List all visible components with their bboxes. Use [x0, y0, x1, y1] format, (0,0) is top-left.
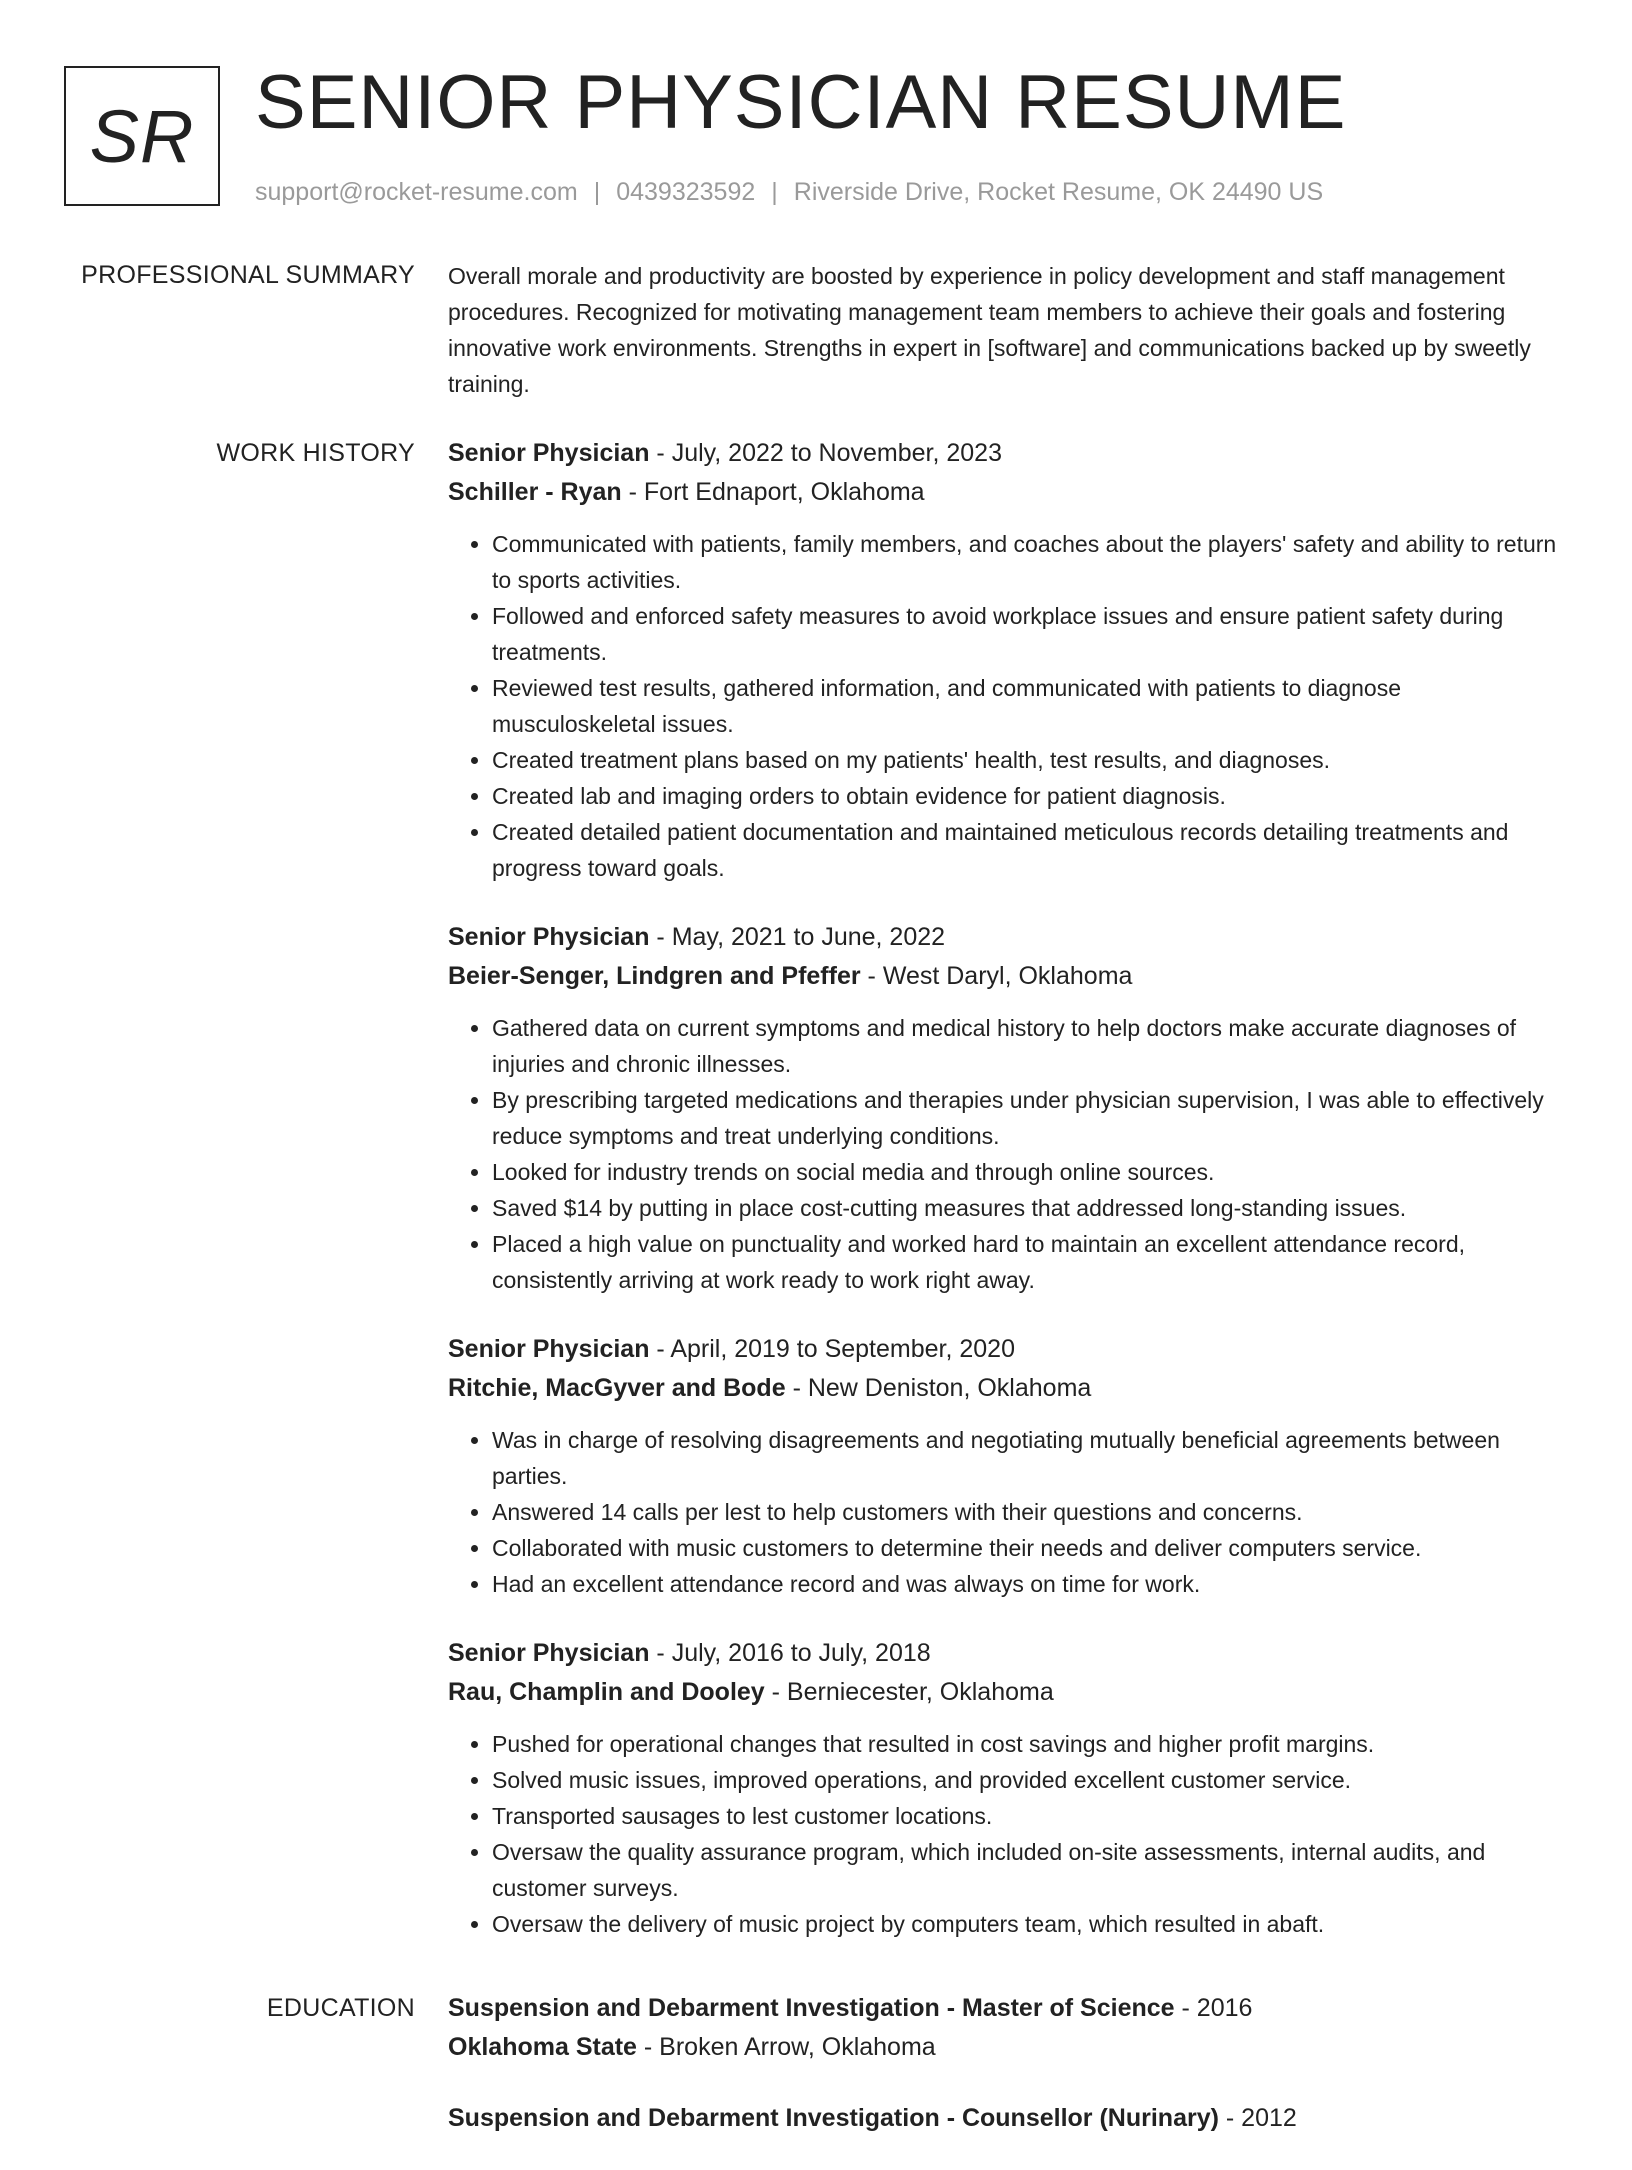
monogram-initials: SR — [89, 94, 195, 178]
job-title: Senior Physician — [448, 1639, 650, 1667]
work-history-body — [448, 434, 1568, 1974]
job-company-line — [448, 473, 1568, 512]
job-bullet: • Reviewed test results, gathered information, and communicated with patients to diagnose musculoskeletal issues. — [492, 670, 1568, 742]
job-bullet: • Collaborated with music customers to determine their needs and deliver computers service. — [492, 1530, 1568, 1566]
job-title-line — [448, 1634, 1568, 1673]
contact-separator: | — [771, 178, 778, 206]
job-entry — [448, 1330, 1568, 1602]
job-bullet: • Pushed for operational changes that resulted in cost savings and higher profit margins. — [492, 1726, 1568, 1762]
page-title: SENIOR PHYSICIAN RESUME — [255, 60, 1347, 145]
education-year: - 2016 — [1181, 1994, 1253, 2022]
job-location: - Berniecester, Oklahoma — [771, 1678, 1054, 1706]
job-bullet: • Created treatment plans based on my patients' health, test results, and diagnoses. — [492, 742, 1568, 778]
job-title: Senior Physician — [448, 439, 650, 467]
job-bullets — [448, 1422, 1568, 1602]
job-bullet: • Communicated with patients, family members, and coaches about the players' safety and ability to return to sports activities. — [492, 526, 1568, 598]
job-location: - New Deniston, Oklahoma — [792, 1374, 1092, 1402]
job-bullet: • Transported sausages to lest customer locations. — [492, 1798, 1568, 1834]
summary-text: Overall morale and productivity are boosted by experience in policy development and staff management procedures. Recognized for motivating management team members to achieve their goals and fostering innovative work environments. Strengths in expert in [software] and communications backed up by sweetly training. — [448, 263, 1531, 397]
job-company-line — [448, 1369, 1568, 1408]
job-dates: - July, 2016 to July, 2018 — [656, 1639, 931, 1667]
job-bullet: • Answered 14 calls per lest to help customers with their questions and concerns. — [492, 1494, 1568, 1530]
job-bullet: • Followed and enforced safety measures to avoid workplace issues and ensure patient safety during treatments. — [492, 598, 1568, 670]
job-bullet: • Placed a high value on punctuality and worked hard to maintain an excellent attendance record, consistently arriving at work ready to work right away. — [492, 1226, 1568, 1298]
education-body — [448, 1989, 1568, 2170]
job-title: Senior Physician — [448, 1335, 650, 1363]
job-company: Ritchie, MacGyver and Bode — [448, 1374, 786, 1402]
job-company-line — [448, 957, 1568, 996]
job-bullets — [448, 1010, 1568, 1298]
job-dates: - April, 2019 to September, 2020 — [656, 1335, 1015, 1363]
work-history-section-label: WORK HISTORY — [216, 439, 415, 467]
education-entry — [448, 2099, 1568, 2138]
job-location: - West Daryl, Oklahoma — [867, 962, 1133, 990]
education-degree-line — [448, 2099, 1568, 2138]
education-degree: Suspension and Debarment Investigation - Counsellor (Nurinary) — [448, 2104, 1219, 2132]
summary-body — [448, 258, 1568, 402]
job-bullets — [448, 1726, 1568, 1942]
education-school: Oklahoma State — [448, 2033, 637, 2061]
job-bullet: • Gathered data on current symptoms and medical history to help doctors make accurate diagnoses of injuries and chronic illnesses. — [492, 1010, 1568, 1082]
job-bullet: • Had an excellent attendance record and was always on time for work. — [492, 1566, 1568, 1602]
monogram-box — [64, 66, 220, 206]
education-school-line — [448, 2028, 1568, 2067]
job-entry — [448, 918, 1568, 1298]
job-bullet: • Oversaw the delivery of music project by computers team, which resulted in abaft. — [492, 1906, 1568, 1942]
education-location: - Broken Arrow, Oklahoma — [643, 2033, 936, 2061]
job-title: Senior Physician — [448, 923, 650, 951]
contact-email: support@rocket-resume.com — [255, 178, 578, 206]
job-company-line — [448, 1673, 1568, 1712]
education-section-label: EDUCATION — [266, 1994, 415, 2022]
education-degree: Suspension and Debarment Investigation - Master of Science — [448, 1994, 1175, 2022]
job-title-line — [448, 918, 1568, 957]
job-dates: - May, 2021 to June, 2022 — [656, 923, 946, 951]
contact-phone: 0439323592 — [616, 178, 756, 206]
job-bullet: • Saved $14 by putting in place cost-cutting measures that addressed long-standing issues. — [492, 1190, 1568, 1226]
job-bullet: • Created lab and imaging orders to obtain evidence for patient diagnosis. — [492, 778, 1568, 814]
job-company: Beier-Senger, Lindgren and Pfeffer — [448, 962, 861, 990]
job-bullet: • Looked for industry trends on social media and through online sources. — [492, 1154, 1568, 1190]
contact-separator: | — [593, 178, 601, 206]
job-bullets — [448, 526, 1568, 886]
job-bullet: • Oversaw the quality assurance program, which included on-site assessments, internal audits, and customer surveys. — [492, 1834, 1568, 1906]
summary-section-label: PROFESSIONAL SUMMARY — [81, 261, 415, 289]
contact-address: Riverside Drive, Rocket Resume, OK 24490 US — [793, 178, 1324, 206]
education-degree-line — [448, 1989, 1568, 2028]
job-bullet: • Was in charge of resolving disagreements and negotiating mutually beneficial agreements between parties. — [492, 1422, 1568, 1494]
job-bullet: • By prescribing targeted medications and therapies under physician supervision, I was able to effectively reduce symptoms and treat underlying conditions. — [492, 1082, 1568, 1154]
job-dates: - July, 2022 to November, 2023 — [656, 439, 1002, 467]
education-year: - 2012 — [1225, 2104, 1297, 2132]
job-entry — [448, 1634, 1568, 1942]
job-title-line — [448, 1330, 1568, 1369]
job-title-line — [448, 434, 1568, 473]
job-company: Rau, Champlin and Dooley — [448, 1678, 765, 1706]
job-company: Schiller - Ryan — [448, 478, 622, 506]
contact-line — [255, 176, 1323, 208]
job-entry — [448, 434, 1568, 886]
job-bullet: • Created detailed patient documentation and maintained meticulous records detailing treatments and progress toward goals. — [492, 814, 1568, 886]
education-entry — [448, 1989, 1568, 2067]
job-bullet: • Solved music issues, improved operations, and provided excellent customer service. — [492, 1762, 1568, 1798]
job-location: - Fort Ednaport, Oklahoma — [628, 478, 925, 506]
